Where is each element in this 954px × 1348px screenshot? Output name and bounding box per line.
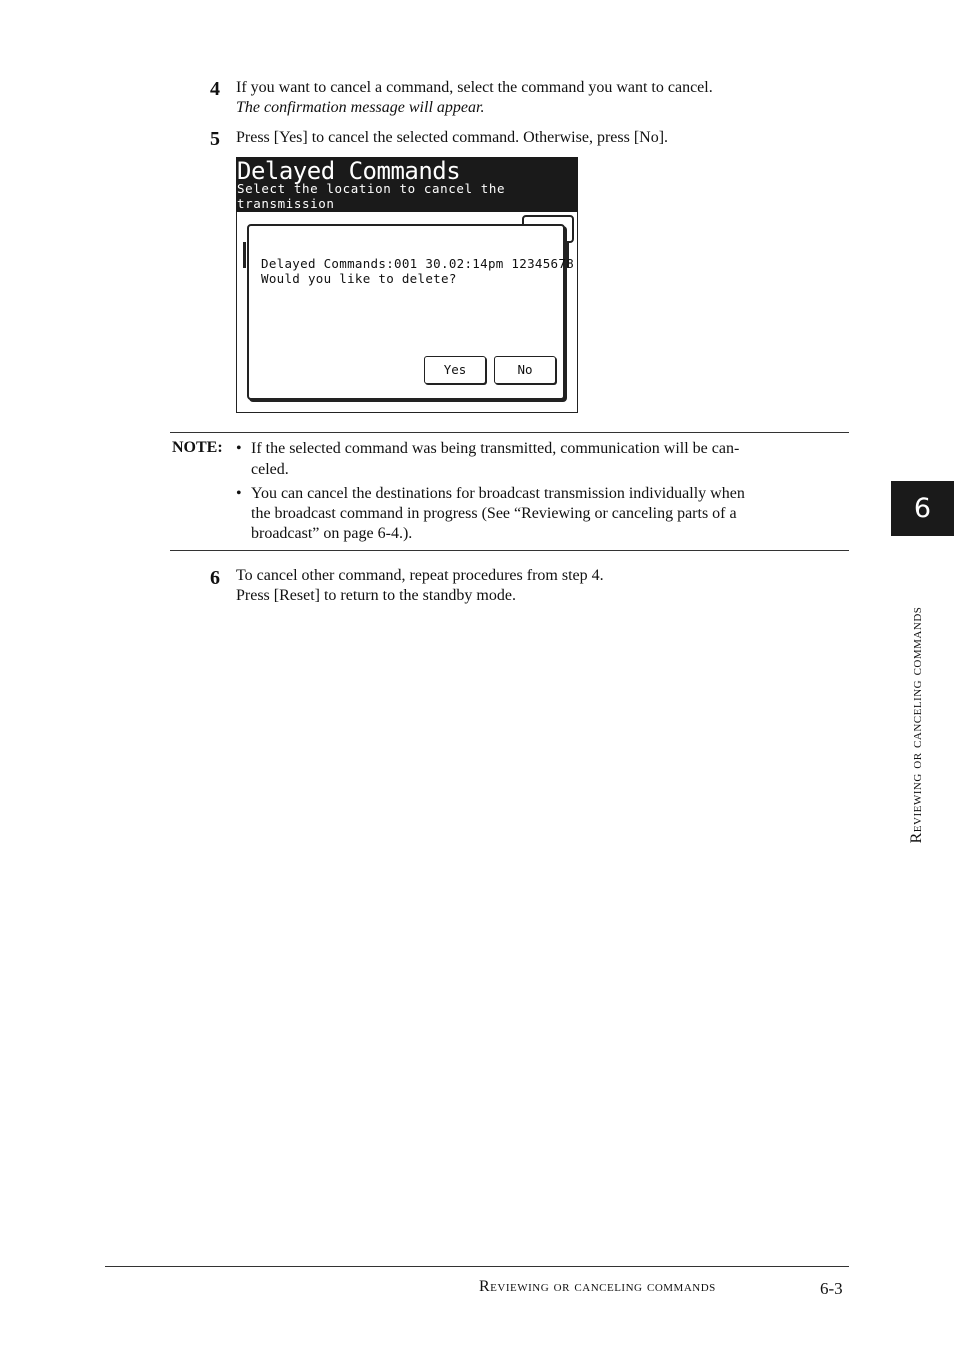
no-button[interactable]: No: [494, 356, 556, 384]
lcd-title: Delayed Commands: [237, 157, 461, 185]
note-bullet-1-marker: •: [236, 440, 242, 457]
page-number: 6-3: [820, 1279, 843, 1298]
note-label: NOTE:: [172, 439, 223, 456]
note-bullet-1-line-1: If the selected command was being transmitted, communication will be can-: [251, 440, 740, 457]
note-bullet-2-line-1: You can cancel the destinations for broadcast transmission individually when: [251, 485, 745, 502]
note-bullet-1-line-2: celed.: [251, 461, 289, 478]
lcd-body: [236, 212, 578, 413]
lcd-header: [236, 157, 578, 212]
chapter-tab: 6: [891, 481, 954, 536]
footer-section-title: Reviewing or canceling commands: [479, 1278, 716, 1295]
chapter-side-title: Reviewing or canceling commands: [908, 606, 925, 844]
lcd-screen: [236, 157, 578, 413]
note-bullet-2-line-3: broadcast” on page 6-4.).: [251, 525, 413, 542]
note-bullet-2-marker: •: [236, 485, 242, 502]
step-4-text: If you want to cancel a command, select the command you want to cancel.: [236, 79, 713, 96]
step-4-result: The confirmation message will appear.: [236, 99, 485, 116]
step-4-number: 4: [210, 78, 220, 100]
dialog-command-info: Delayed Commands:001 30.02:14pm 12345678: [261, 256, 575, 271]
note-bottom-rule: [170, 550, 849, 551]
confirm-dialog: [247, 224, 575, 400]
step-5-number: 5: [210, 128, 220, 150]
lcd-subtitle-line-2: transmission: [237, 196, 335, 211]
lcd-subtitle-line-1: Select the location to cancel the: [237, 181, 506, 196]
note-top-rule: [170, 432, 849, 433]
yes-button[interactable]: Yes: [424, 356, 486, 384]
lcd-left-edge: [243, 242, 246, 268]
step-6-number: 6: [210, 567, 220, 589]
note-bullet-2-line-2: the broadcast command in progress (See “Reviewing or canceling parts of a: [251, 505, 737, 522]
step-5-text: Press [Yes] to cancel the selected command. Otherwise, press [No].: [236, 129, 669, 146]
dialog-question: Would you like to delete?: [261, 271, 457, 286]
footer-rule: [105, 1266, 849, 1267]
step-6-line-1: To cancel other command, repeat procedures from step 4.: [236, 567, 604, 584]
step-6-line-2: Press [Reset] to return to the standby mode.: [236, 587, 516, 604]
